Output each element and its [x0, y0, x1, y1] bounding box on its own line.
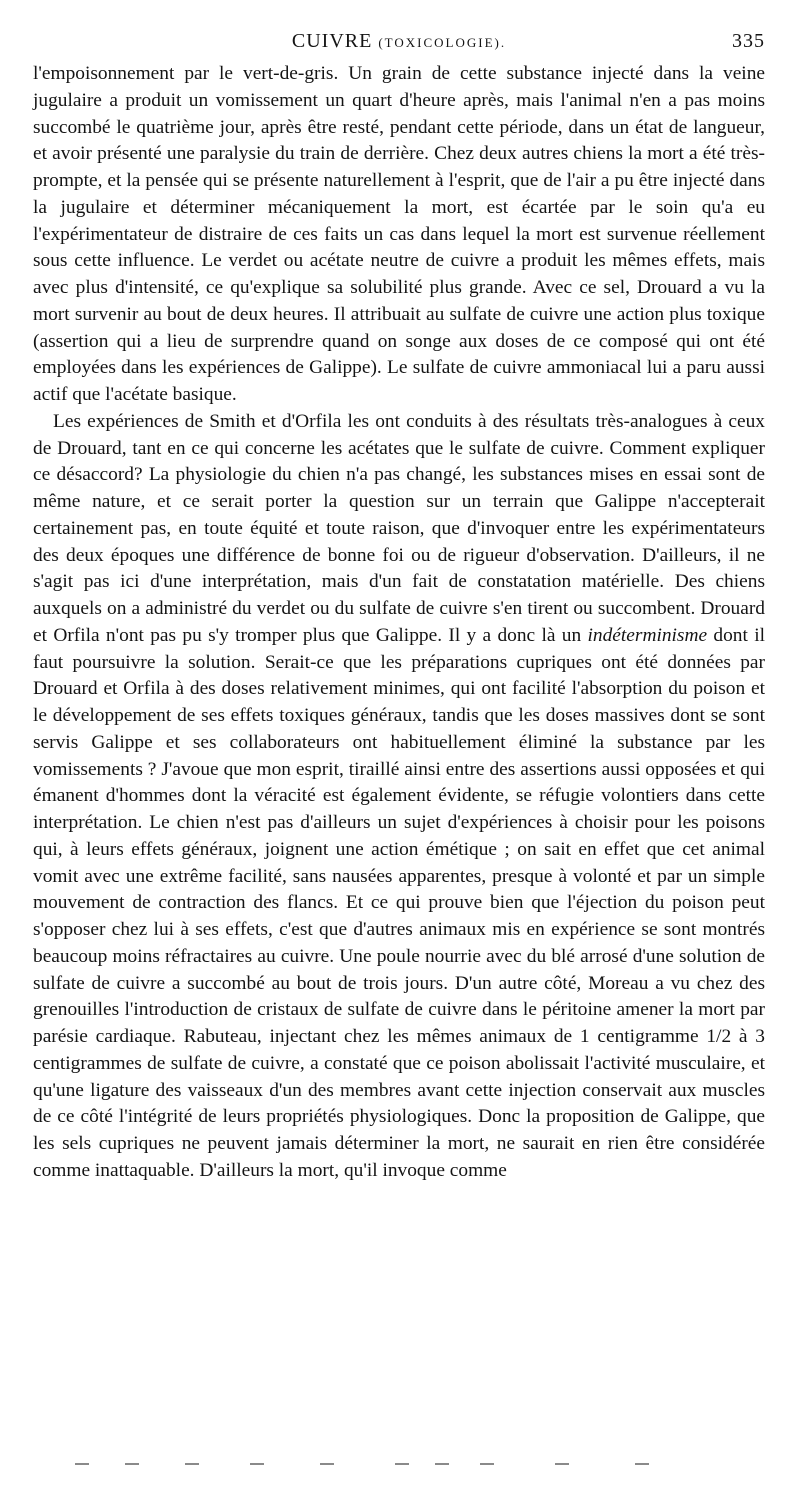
- chapter-subtitle: (TOXICOLOGIE).: [378, 35, 507, 50]
- paragraph-1-text: l'empoisonnement par le vert-de-gris. Un grain de cette substance injecté dans la veine jugulaire a produit un vomissement un quart d'heure après, mais l'animal n'en a pas moins succombé le quatrième jour, après être resté, pendant cette période, dans un état de langueur, et avoir présenté une paralysie du train de derrière. Chez deux autres chiens la mort a été très-prompte, et la pensée qui se présente naturellement à l'esprit, que de l'air a pu être injecté dans la jugulaire et déterminer mécaniquement la mort, est écartée par le soin qu'a eu l'expérimentateur de distraire de ces faits un cas dans lequel la mort est survenue réellement sous cette influence. Le verdet ou acétate neutre de cuivre a produit les mêmes effets, mais avec plus d'intensité, ce qu'explique sa solubilité plus grande. Avec ce sel, Drouard a vu la mort survenir au bout de deux heures. Il attribuait au sulfate de cuivre une action plus toxique (assertion qui a lieu de surprendre quand on songe aux doses de ce composé qui ont été employées dans les expériences de Galippe). Le sulfate de cuivre ammoniacal lui a paru aussi actif que l'acétate basique.: [33, 63, 765, 405]
- running-title: [33, 30, 765, 53]
- print-mark: [185, 1463, 199, 1465]
- print-mark: [250, 1463, 264, 1465]
- print-mark: [320, 1463, 334, 1465]
- print-mark: [125, 1463, 139, 1465]
- page-number: 335: [732, 30, 765, 52]
- book-page: [33, 28, 765, 1185]
- print-mark: [75, 1463, 89, 1465]
- italic-term: indéterminisme: [587, 624, 708, 646]
- body-text: [33, 61, 765, 1185]
- print-mark: [435, 1463, 449, 1465]
- print-mark: [635, 1463, 649, 1465]
- print-mark: [555, 1463, 569, 1465]
- paragraph-2-text-start: Les expériences de Smith et d'Orfila les ont conduits à des résultats très-analogues à ceux de Drouard, tant en ce qui concerne les acétates que le sulfate de cuivre. Comment expliquer ce désaccord? La physiologie du chien n'a pas changé, les substances mises en essai sont de même nature, et ce serait porter la question sur un terrain que Galippe n'accepterait certainement pas, en toute équité et toute raison, que d'invoquer entre les expérimentateurs des deux époques une différence de bonne foi ou de rigueur d'observation. D'ailleurs, il ne s'agit pas ici d'une interprétation, mais d'un fait de constatation matérielle. Des chiens auxquels on a administré du verdet ou du sulfate de cuivre s'en tirent ou succombent. Drouard et Orfila n'ont pas pu s'y tromper plus que Galippe. Il y a donc là un: [33, 410, 765, 646]
- paragraph-1: [33, 61, 765, 409]
- paragraph-2: [33, 409, 765, 1185]
- print-mark: [480, 1463, 494, 1465]
- footer-print-marks: [75, 1463, 715, 1469]
- running-head: [33, 28, 765, 58]
- print-mark: [395, 1463, 409, 1465]
- chapter-title: CUIVRE: [291, 30, 373, 52]
- paragraph-2-text-end: dont il faut poursuivre la solution. Serait-ce que les préparations cupriques ont été données par Drouard et Orfila à des doses relativement minimes, qui ont facilité l'absorption du poison et le développement de ses effets toxiques généraux, tandis que les doses massives dont se sont servis Galippe et ses collaborateurs ont habituellement éliminé la substance par les vomissements ? J'avoue que mon esprit, tiraillé ainsi entre des assertions aussi opposées et qui émanent d'hommes dont la véracité est également évidente, se réfugie volontiers dans cette interprétation. Le chien n'est pas d'ailleurs un sujet d'expériences à choisir pour les poisons qui, à leurs effets généraux, joignent une action émétique ; on sait en effet que cet animal vomit avec une extrême facilité, sans nausées apparentes, presque à volonté et par un simple mouvement de contraction des flancs. Et ce qui prouve bien que l'éjection du poison peut s'opposer chez lui à ses effets, c'est que d'autres animaux mis en expérience se sont montrés beaucoup moins réfractaires au cuivre. Une poule nourrie avec du blé arrosé d'une solution de sulfate de cuivre a succombé au bout de trois jours. D'un autre côté, Moreau a vu chez des grenouilles l'introduction de cristaux de sulfate de cuivre dans le péritoine amener la mort par parésie cardiaque. Rabuteau, injectant chez les mêmes animaux de 1 centigramme 1/2 à 3 centigrammes de sulfate de cuivre, a constaté que ce poison abolissait l'activité musculaire, et qu'une ligature des vaisseaux d'un des membres avant cette injection conservait aux muscles de ce côté l'intégrité de leurs propriétés physiologiques. Donc la proposition de Galippe, que les sels cupriques ne peuvent jamais déterminer la mort, ne saurait en rien être considérée comme inattaquable. D'ailleurs la mort, qu'il invoque comme: [33, 624, 765, 1181]
